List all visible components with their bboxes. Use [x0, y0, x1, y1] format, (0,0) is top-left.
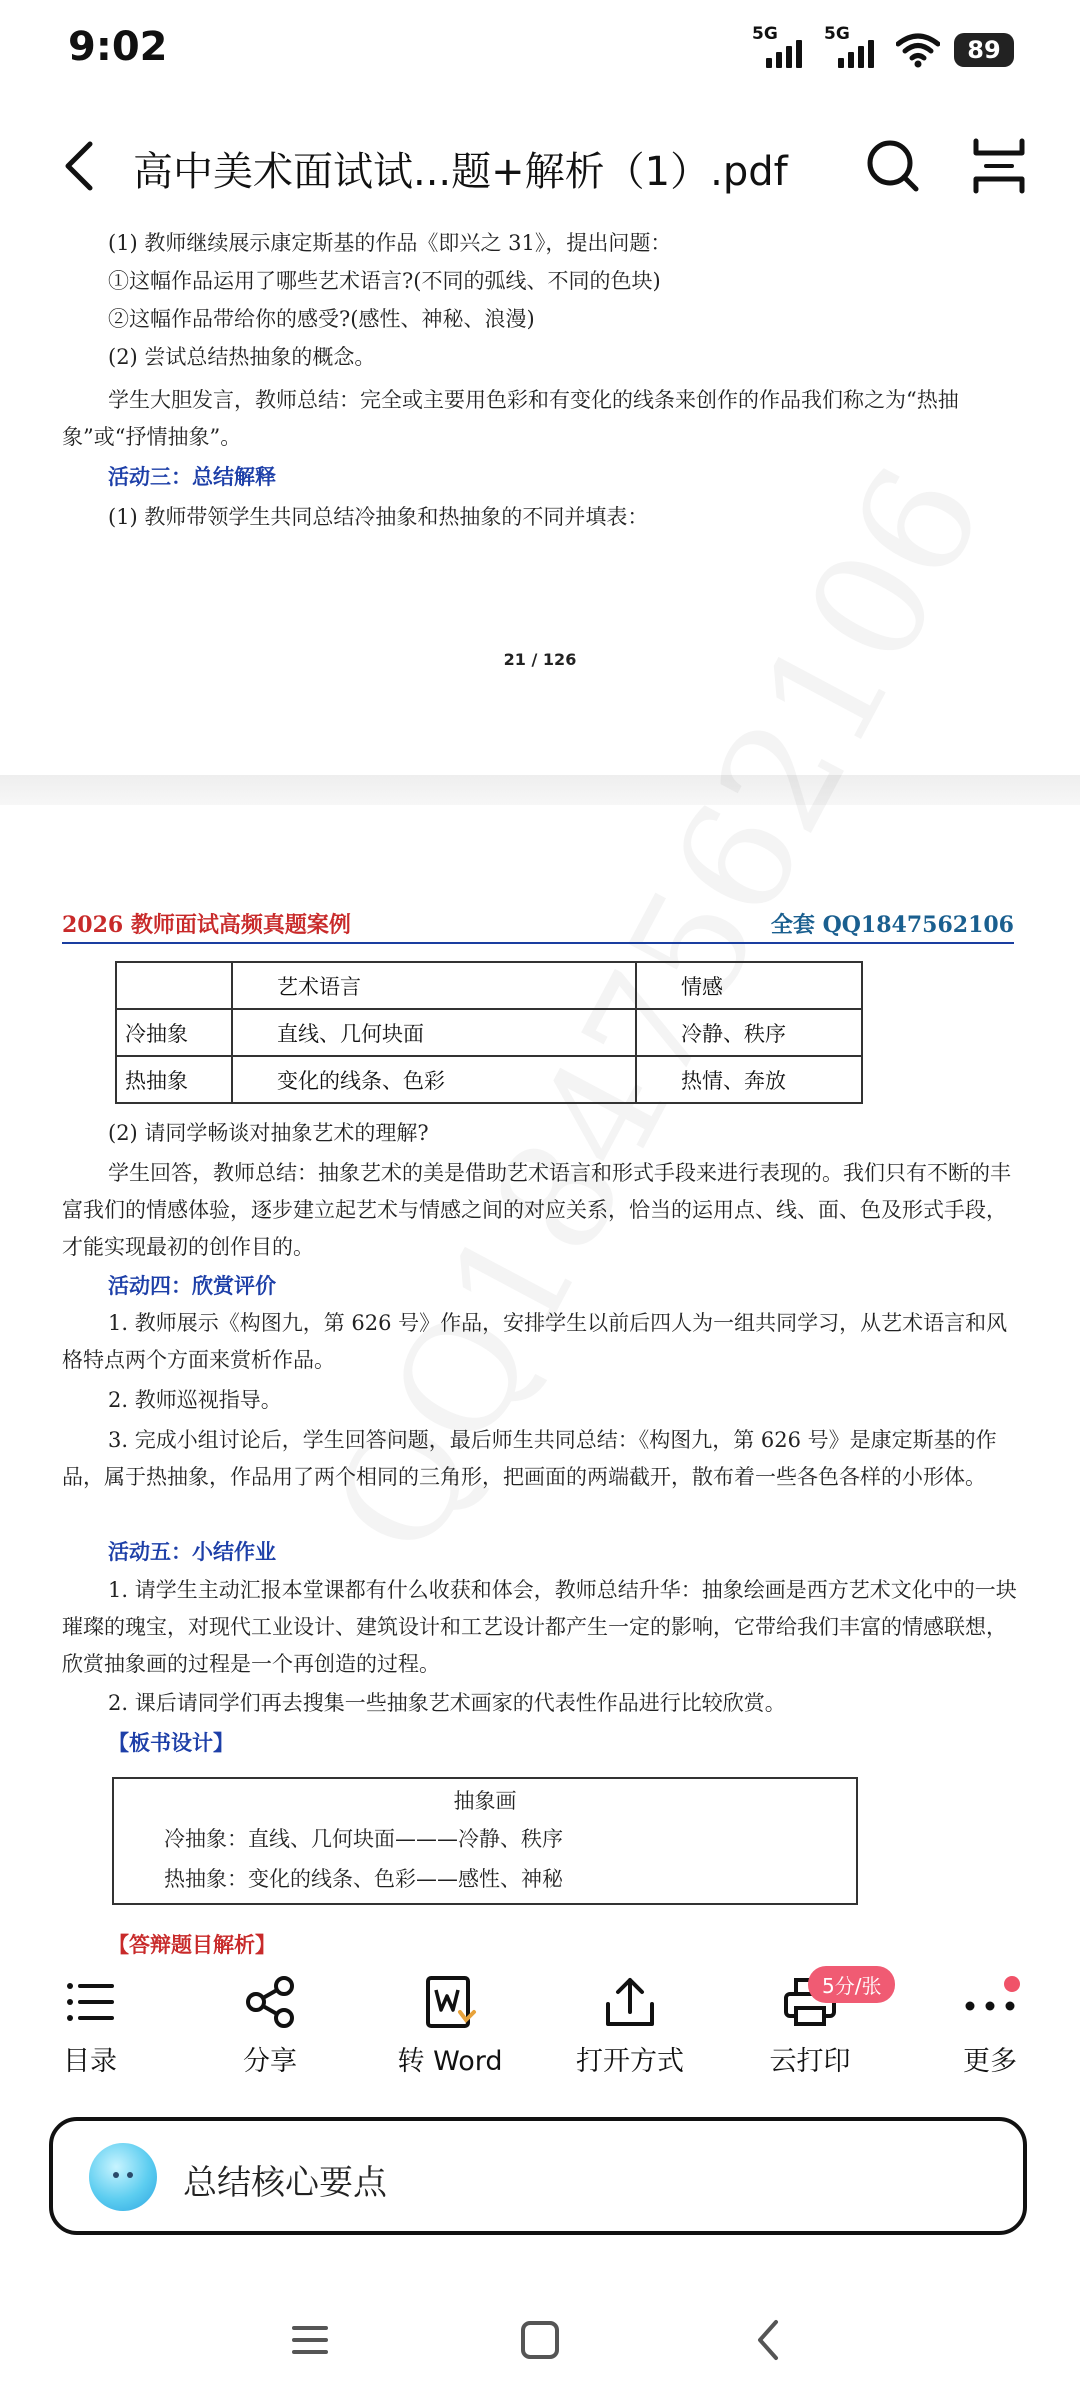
text-line: ②这幅作品带给你的感受?(感性、神秘、浪漫)	[108, 307, 535, 331]
notification-dot	[1004, 1976, 1020, 1992]
text-line: 2. 课后请同学们再去搜集一些抽象艺术画家的代表性作品进行比较欣赏。	[108, 1691, 786, 1715]
home-nav-button[interactable]	[510, 2310, 570, 2370]
signal-label: 5G	[824, 24, 850, 44]
board-design-title: 【板书设计】	[108, 1731, 234, 1755]
search-button[interactable]	[862, 135, 924, 197]
page-separator	[0, 775, 1080, 805]
table-header-row	[116, 962, 862, 1009]
activity-heading: 活动四：欣赏评价	[108, 1274, 276, 1298]
summary-label: 总结核心要点	[183, 2163, 387, 2203]
toolbar-label: 打开方式	[576, 2046, 684, 2077]
table-cell: 热抽象	[116, 1056, 232, 1103]
assistant-orb-icon	[89, 2143, 157, 2211]
table-cell: 变化的线条、色彩	[232, 1056, 636, 1103]
status-bar	[0, 0, 1080, 105]
answer-analysis-title: 【答辩题目解析】	[108, 1933, 276, 1957]
header-left-text: 2026 教师面试高频真题案例	[62, 912, 351, 938]
toolbar-label: 更多	[963, 2046, 1017, 2077]
paragraph: 1. 请学生主动汇报本堂课都有什么收获和体会，教师总结升华：抽象绘画是西方艺术文化中的一块璀璨的瑰宝，对现代工业设计、建筑设计和工艺设计都产生一定的影响，它带给我们丰富的情感联想，欣赏抽象画的过程是一个再创造的过程。	[62, 1578, 1017, 1676]
board-title: 抽象画	[453, 1789, 517, 1813]
table-cell: 艺术语言	[232, 962, 636, 1009]
more-button[interactable]	[915, 1972, 1065, 2082]
header-right-text: 全套 QQ1847562106	[770, 912, 1014, 938]
paragraph: 1. 教师展示《构图九，第 626 号》作品，安排学生以前后四人为一组共同学习，从艺术语言和风格特点两个方面来赏析作品。	[62, 1311, 1008, 1372]
page-header	[62, 908, 1014, 944]
status-icons	[752, 24, 1014, 70]
page-number: 21 / 126	[503, 650, 577, 669]
board-line: 冷抽象：直线、几何块面———冷静、秩序	[164, 1827, 563, 1851]
wifi-icon	[896, 32, 940, 68]
table-row	[116, 1009, 862, 1056]
table-cell: 情感	[636, 962, 862, 1009]
activity-heading: 活动三：总结解释	[108, 465, 276, 489]
word-icon	[420, 1972, 480, 2032]
signal-icon	[824, 24, 886, 70]
upload-icon	[600, 1972, 660, 2032]
back-nav-button[interactable]	[740, 2310, 800, 2370]
list-icon	[60, 1972, 120, 2032]
print-price-badge: 5分/张	[808, 1966, 895, 2003]
text-line: (2) 尝试总结热抽象的概念。	[108, 345, 376, 369]
text-line: 2. 教师巡视指导。	[108, 1388, 282, 1412]
text-line: ①这幅作品运用了哪些艺术语言?(不同的弧线、不同的色块)	[108, 269, 661, 293]
ai-summary-button[interactable]	[49, 2117, 1027, 2235]
page-mode-button[interactable]	[968, 135, 1030, 197]
convert-word-button[interactable]	[375, 1972, 525, 2082]
document-title: 高中美术面试试...题+解析（1）.pdf	[133, 149, 788, 195]
comparison-table	[115, 961, 863, 1104]
table-row	[116, 1056, 862, 1103]
toolbar-label: 分享	[243, 2046, 297, 2077]
table-cell: 冷静、秩序	[636, 1009, 862, 1056]
paragraph: 3. 完成小组讨论后，学生回答问题，最后师生共同总结：《构图九，第 626 号》是康定斯基的作品，属于热抽象，作品用了两个相同的三角形，把画面的两端截开，散布着一些各色各样的小形体。	[62, 1428, 997, 1489]
back-button[interactable]	[52, 136, 112, 196]
activity-heading: 活动五：小结作业	[108, 1540, 276, 1564]
toc-button[interactable]	[15, 1972, 165, 2082]
status-time: 9:02	[68, 24, 168, 70]
share-icon	[240, 1972, 300, 2032]
top-bar	[0, 110, 1080, 220]
table-cell: 冷抽象	[116, 1009, 232, 1056]
paragraph: 学生大胆发言，教师总结：完全或主要用色彩和有变化的线条来创作的作品我们称之为“热抽象”或“抒情抽象”。	[62, 388, 959, 449]
board-design-box	[112, 1777, 858, 1905]
menu-nav-button[interactable]	[280, 2310, 340, 2370]
bottom-toolbar	[0, 1962, 1080, 2090]
table-cell	[116, 962, 232, 1009]
paragraph: 学生回答，教师总结：抽象艺术的美是借助艺术语言和形式手段来进行表现的。我们只有不断的丰富我们的情感体验，逐步建立起艺术与情感之间的对应关系，恰当的运用点、线、面、色及形式手段，才能实现最初的创作目的。	[62, 1161, 1011, 1259]
open-with-button[interactable]	[555, 1972, 705, 2082]
toolbar-label: 云打印	[769, 2046, 851, 2077]
system-nav-bar	[0, 2290, 1080, 2401]
signal-label: 5G	[752, 24, 778, 44]
share-button[interactable]	[195, 1972, 345, 2082]
text-line: (1) 教师带领学生共同总结冷抽象和热抽象的不同并填表：	[108, 505, 649, 529]
battery-indicator: 89	[954, 33, 1014, 67]
table-cell: 热情、奔放	[636, 1056, 862, 1103]
table-cell: 直线、几何块面	[232, 1009, 636, 1056]
signal-icon	[752, 24, 814, 70]
board-line: 热抽象：变化的线条、色彩——感性、神秘	[164, 1867, 563, 1891]
text-line: (1) 教师继续展示康定斯基的作品《即兴之 31》，提出问题：	[108, 231, 672, 255]
toolbar-label: 目录	[63, 2046, 117, 2077]
toolbar-label: 转 Word	[397, 2046, 503, 2077]
text-line: (2) 请同学畅谈对抽象艺术的理解?	[108, 1121, 429, 1145]
